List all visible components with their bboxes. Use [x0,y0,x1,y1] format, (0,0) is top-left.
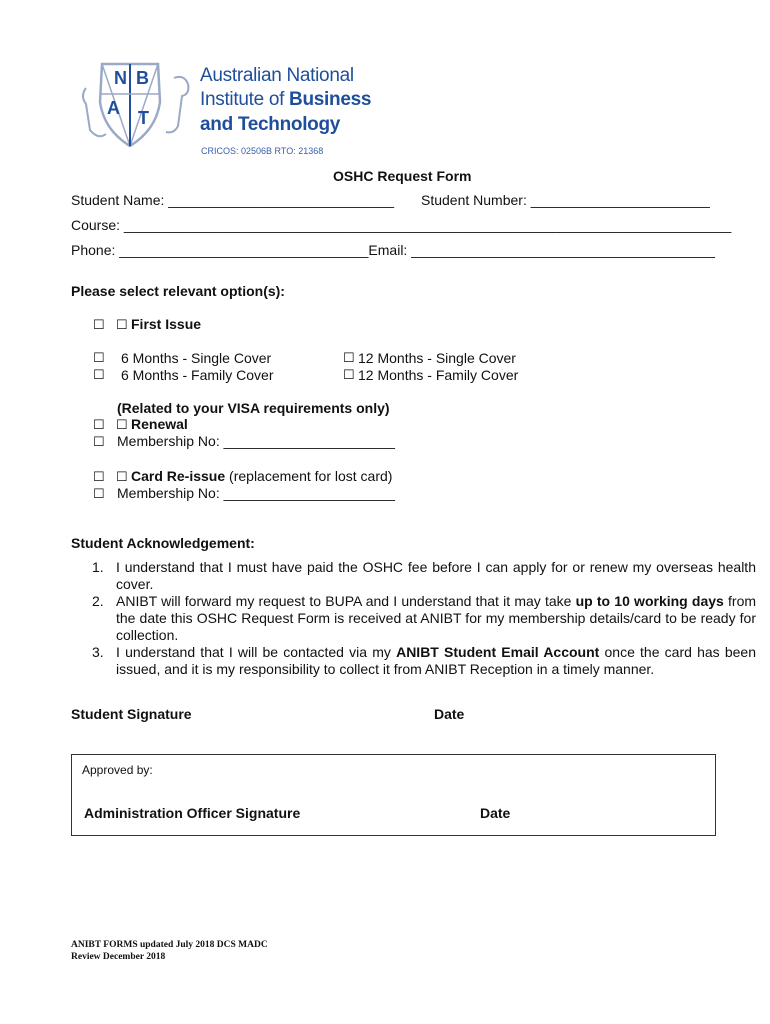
ack-num-2: 2. [92,593,104,609]
select-options-heading: Please select relevant option(s): [71,283,285,299]
checkbox-6m-single[interactable]: ☐ [93,350,105,365]
checkbox-renewal-inline[interactable]: ☐ [116,417,128,432]
org-name-line2-a: Institute of [200,89,290,110]
checkbox-renewal[interactable]: ☐ [93,417,105,432]
acknowledgement-list [92,559,756,678]
renewal-membership-field[interactable]: Membership No: ______________________ [117,433,395,449]
ack-text-2-a: ANIBT will forward my request to BUPA and I understand that it may take [116,593,576,609]
checkbox-reissue-membership[interactable]: ☐ [93,486,105,501]
org-name-line2-b: Business [289,89,372,110]
footer-updated: ANIBT FORMS updated July 2018 DCS MADC [71,940,268,950]
footer-review: Review December 2018 [71,952,166,962]
cricos-rto: CRICOS: 02506B RTO: 21368 [201,146,324,156]
form-title: OSHC Request Form [333,168,472,184]
option-6m-family: 6 Months - Family Cover [121,367,274,383]
org-name-line1: Australian National [200,65,354,86]
student-date-label: Date [434,706,465,722]
ack-text-2-bold: up to 10 working days [575,593,724,609]
ack-num-3: 3. [92,644,104,660]
student-number-field[interactable]: Student Number: _______________________ [421,192,710,208]
logo-letter-a: A [107,98,120,118]
anibt-logo-emblem [82,58,194,154]
card-reissue-row [131,468,392,484]
ack-text-3-b: once the card has been issued, and it is my responsibility to collect it from ANIBT Reception in a timely manner. [116,644,756,677]
renewal-label: Renewal [131,416,188,432]
first-issue-label: First Issue [131,316,202,332]
ack-item-3 [92,644,756,678]
checkbox-12m-single[interactable]: ☐ [343,350,355,365]
course-field[interactable]: Course: ______________________________________________________________________________ [71,217,732,233]
option-6m-single: 6 Months - Single Cover [121,350,272,366]
option-12m-family: 12 Months - Family Cover [358,367,519,383]
option-12m-single: 12 Months - Single Cover [358,350,516,366]
card-reissue-label: Card Re-issue [131,468,226,484]
student-name-field[interactable]: Student Name: _____________________________ [71,192,395,208]
ack-text-2-b: from the date this OSHC Request Form is received at ANIBT for my membership details/card to be ready for collection. [116,593,757,643]
logo-letter-n: N [114,68,127,88]
logo-letter-t: T [138,108,149,128]
ack-item-1 [92,559,756,593]
checkbox-6m-family[interactable]: ☐ [93,367,105,382]
approved-by-label: Approved by: [82,763,153,777]
reissue-membership-field[interactable]: Membership No: ______________________ [117,485,395,501]
checkbox-first-issue[interactable]: ☐ [93,317,105,332]
org-name-line2 [200,88,371,112]
org-name-line3: and Technology [200,114,341,135]
card-reissue-note: (replacement for lost card) [225,468,393,484]
checkbox-renewal-membership[interactable]: ☐ [93,434,105,449]
acknowledgement-heading: Student Acknowledgement: [71,535,255,551]
checkbox-card-reissue-inline[interactable]: ☐ [116,469,128,484]
admin-signature-label: Administration Officer Signature [84,805,301,821]
ack-text-1 [116,559,756,593]
ack-text-3-a: I understand that I will be contacted via my [116,644,397,660]
phone-email-field[interactable]: Phone: ________________________________Email: _______________________________________ [71,242,715,258]
checkbox-12m-family[interactable]: ☐ [343,367,355,382]
ack-text-3 [116,644,756,678]
visa-note: (Related to your VISA requirements only) [117,400,390,416]
ack-text-2 [116,593,756,644]
ack-num-1: 1. [92,559,104,575]
ack-text-3-bold: ANIBT Student Email Account [396,644,600,660]
ack-item-2 [92,593,756,644]
ack-text-1-a: I understand that I must have paid the OSHC fee before I can apply for or renew my overseas health cover. [116,559,756,592]
approval-box [71,754,716,836]
student-signature-label: Student Signature [71,706,192,722]
checkbox-first-issue-inline[interactable]: ☐ [116,317,128,332]
checkbox-card-reissue[interactable]: ☐ [93,469,105,484]
admin-date-label: Date [480,805,511,821]
logo-letter-b: B [136,68,149,88]
